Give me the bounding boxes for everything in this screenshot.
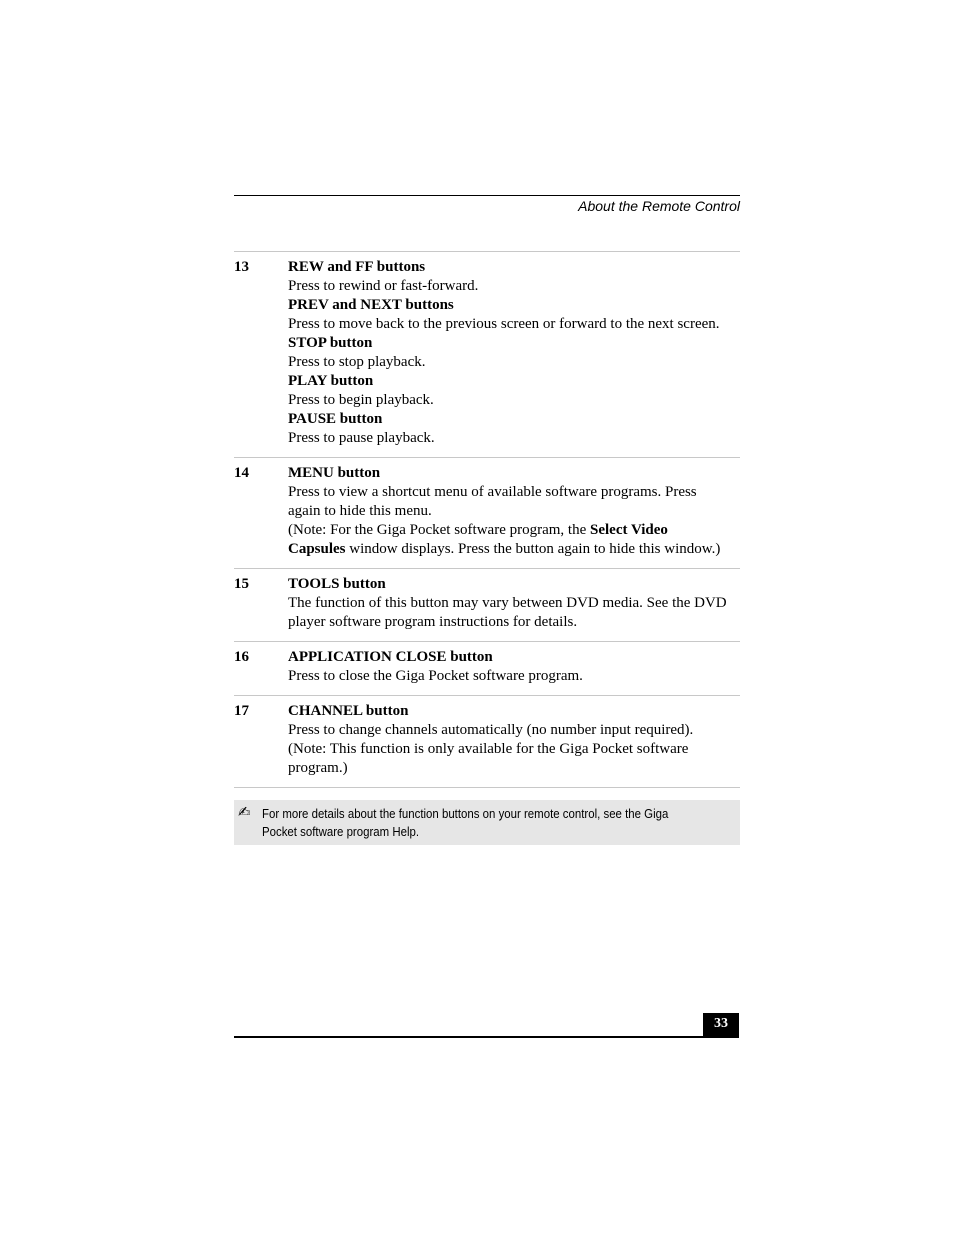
entry-title: CHANNEL button	[288, 703, 409, 719]
entry-title: PLAY button	[288, 373, 374, 389]
row-number: 13	[234, 259, 249, 275]
entry-text: Press to close the Giga Pocket software program.	[288, 668, 583, 684]
entry-text: Press to change channels automatically (no number input required).	[288, 722, 694, 738]
table-row	[234, 457, 740, 568]
entry-text: program.)	[288, 760, 348, 776]
row-number: 16	[234, 649, 249, 665]
entry-title: PAUSE button	[288, 411, 383, 427]
table-row	[234, 251, 740, 457]
note-text	[262, 805, 676, 841]
entry-text	[288, 521, 740, 540]
entry-text: Press to begin playback.	[288, 392, 434, 408]
window-name-bold: Select Video	[590, 522, 668, 538]
entry-text: Press to pause playback.	[288, 430, 435, 446]
entry-text: Press to rewind or fast-forward.	[288, 278, 479, 294]
footer-rule	[234, 1036, 739, 1038]
entry-text: The function of this button may vary between DVD media. See the DVD	[288, 595, 727, 611]
entry-title: REW and FF buttons	[288, 259, 426, 275]
running-head: About the Remote Control	[578, 198, 740, 214]
row-body	[288, 575, 740, 632]
entry-title: MENU button	[288, 465, 381, 481]
page-number: 33	[703, 1013, 739, 1037]
entry-text: player software program instructions for details.	[288, 614, 578, 630]
note-box	[234, 800, 740, 845]
row-body	[288, 464, 740, 559]
note-prefix: (Note: For the Giga Pocket software program, the	[288, 522, 590, 538]
pencil-note-icon: ✍	[238, 803, 251, 821]
row-body	[288, 702, 740, 778]
table-row	[234, 568, 740, 641]
entry-text: Press to view a shortcut menu of available software programs. Press	[288, 484, 697, 500]
entry-text: Press to stop playback.	[288, 354, 426, 370]
entry-title: TOOLS button	[288, 576, 386, 592]
entry-title: STOP button	[288, 335, 373, 351]
header-rule	[234, 195, 740, 196]
window-name-bold: Capsules	[288, 541, 346, 557]
note-suffix: window displays. Press the button again to hide this window.)	[345, 541, 721, 557]
row-body	[288, 258, 740, 448]
row-body	[288, 648, 740, 686]
table-row	[234, 641, 740, 695]
row-number: 17	[234, 703, 249, 719]
entry-text: again to hide this menu.	[288, 503, 432, 519]
entry-text	[288, 540, 740, 559]
note-line: For more details about the function buttons on your remote control, see the Giga	[262, 806, 669, 821]
table-row	[234, 695, 740, 788]
entry-title: PREV and NEXT buttons	[288, 297, 454, 313]
row-number: 15	[234, 576, 249, 592]
button-description-table	[234, 251, 740, 788]
entry-title: APPLICATION CLOSE button	[288, 649, 493, 665]
entry-text: (Note: This function is only available for the Giga Pocket software	[288, 741, 689, 757]
note-line: Pocket software program Help.	[262, 824, 420, 839]
row-number: 14	[234, 465, 249, 481]
entry-text: Press to move back to the previous screen or forward to the next screen.	[288, 316, 720, 332]
